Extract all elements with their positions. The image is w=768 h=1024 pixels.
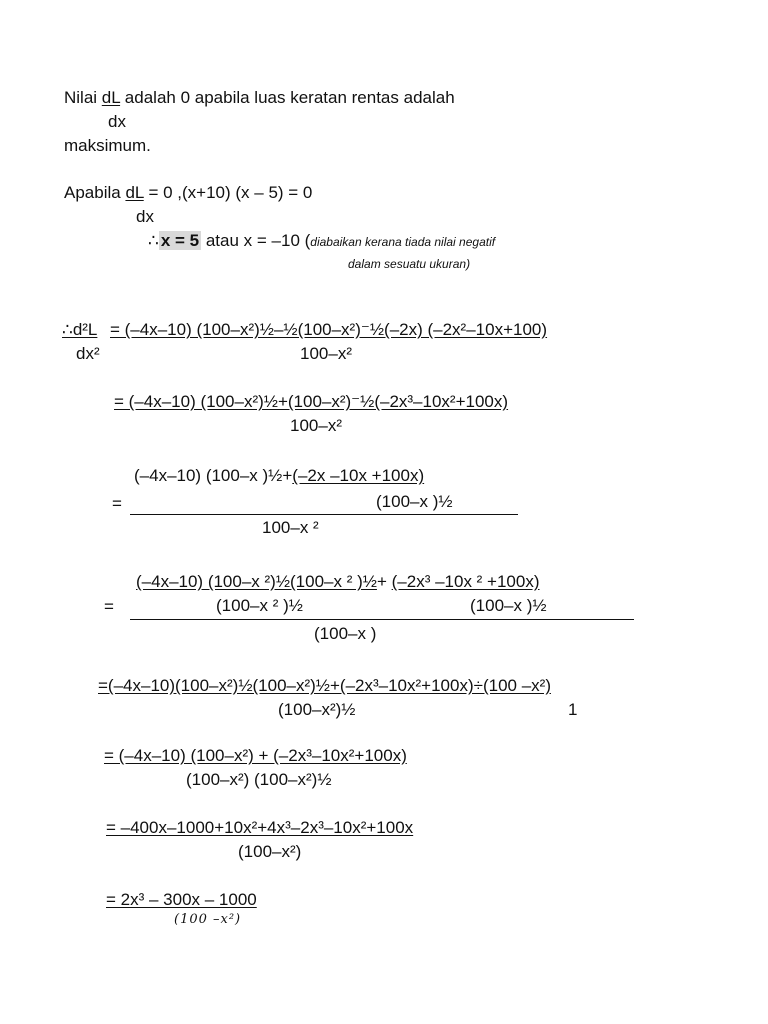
solution-line [148, 231, 495, 251]
step3-top-left: (–4x–10) (100–x )½+ [134, 466, 293, 485]
step6-numerator: = (–4x–10) (100–x²) + (–2x³–10x²+100x) [104, 746, 407, 765]
step3-inner-den: (100–x )½ [376, 492, 453, 511]
note-line-2: dalam sesuatu ukuran) [348, 257, 471, 271]
step8-numerator: = 2x³ – 300x – 1000 [106, 890, 257, 909]
solution-rest: atau x = –10 ( [201, 231, 311, 250]
intro-suffix: adalah 0 apabila luas keratan rentas adalah [120, 88, 455, 107]
highlighted-solution: x = 5 [160, 231, 200, 250]
step4-den-left: (100–x ² )½ [216, 596, 303, 615]
step4-den-right: (100–x )½ [470, 596, 547, 615]
intro-prefix: Nilai [64, 88, 102, 107]
second-derivative-lhs-den: dx² [76, 344, 100, 363]
step8-handwritten-denominator: (100 –x²) [174, 912, 242, 927]
step3-denominator: 100–x ² [262, 518, 319, 537]
step3-equals: = [112, 494, 122, 513]
note-line-1: diabaikan kerana tiada nilai negatif [310, 235, 496, 249]
step3-top-right: (–2x –10x +100x) [292, 466, 425, 485]
condition-dx: dx [136, 207, 154, 226]
dx-denominator: dx [108, 112, 126, 131]
step4-top [136, 572, 540, 592]
step7-numerator: = –400x–1000+10x²+4x³–2x³–10x²+100x [106, 818, 414, 837]
lhs-num-text: ∴d²L [62, 320, 98, 339]
step1-denominator: 100–x² [300, 344, 352, 363]
step1-numerator: = (–4x–10) (100–x²)½–½(100–x²)⁻½(–2x) (–2x²–10x+100) [110, 320, 548, 339]
step7-denominator: (100–x²) [238, 842, 302, 861]
step4-num-left: (–4x–10) (100–x ²)½(100–x ² )½ [136, 572, 377, 591]
step6-denominator: (100–x²) (100–x²)½ [186, 770, 332, 789]
step2-numerator: = (–4x–10) (100–x²)½+(100–x²)⁻½(–2x³–10x²+100x) [114, 392, 509, 411]
step3-top [134, 466, 424, 486]
step3-fraction-bar [130, 514, 518, 515]
step4-plus: + [376, 572, 387, 591]
intro-line-3: maksimum. [64, 136, 151, 155]
step4-equals: = [104, 597, 114, 616]
step5-numerator: =(–4x–10)(100–x²)½(100–x²)½+(–2x³–10x²+100x)÷(100 –x²) [98, 676, 551, 695]
step4-num-right: (–2x³ –10x ² +100x) [391, 572, 540, 591]
condition-prefix: Apabila [64, 183, 126, 202]
step2-denominator: 100–x² [290, 416, 342, 435]
condition-dl: dL [125, 183, 144, 202]
step5-den-left: (100–x²)½ [278, 700, 356, 719]
intro-line-1 [64, 88, 455, 108]
dl-numerator: dL [101, 88, 121, 107]
step4-denominator: (100–x ) [314, 624, 377, 643]
therefore-symbol: ∴ [148, 231, 159, 250]
condition-suffix: = 0 ,(x+10) (x – 5) = 0 [143, 183, 313, 202]
condition-line [64, 183, 312, 203]
second-derivative-lhs-num [62, 320, 97, 340]
step4-fraction-bar [130, 619, 634, 620]
step5-den-right: 1 [568, 700, 578, 719]
